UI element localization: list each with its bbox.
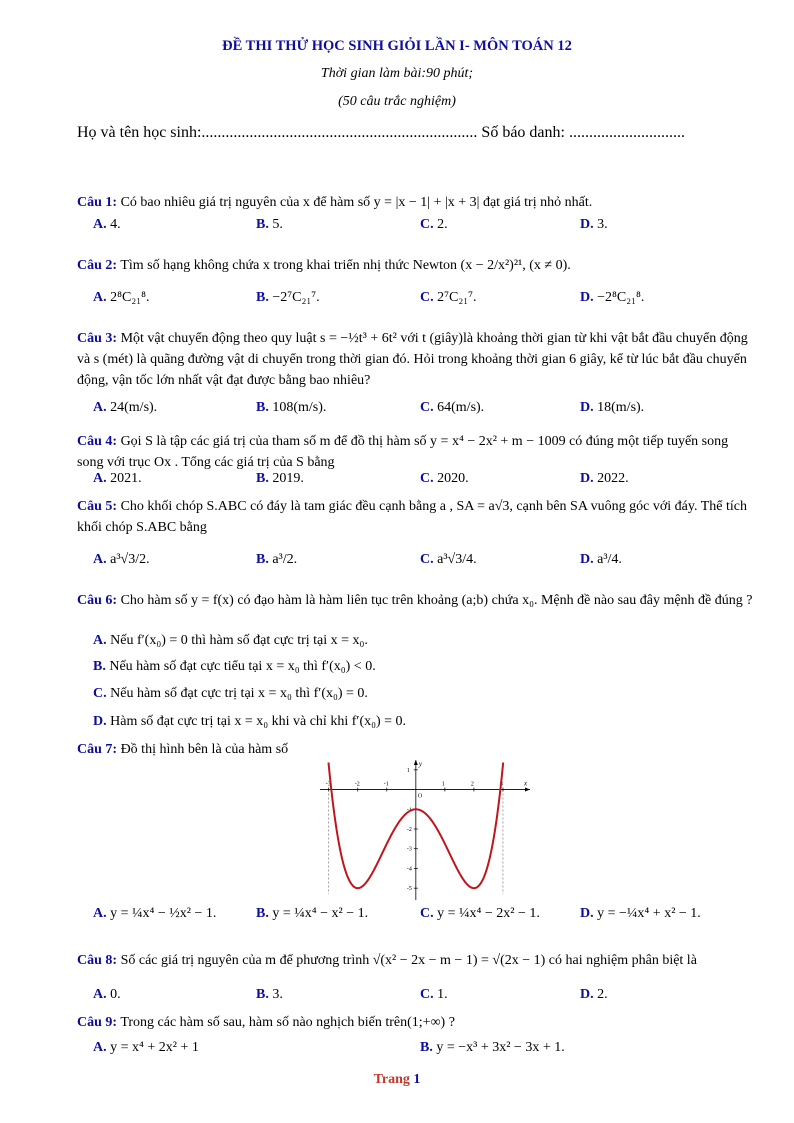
q3-option-a[interactable]: A. 24(m/s). xyxy=(93,400,158,415)
y-tick-label-4: -4 xyxy=(406,866,412,873)
q1-option-d[interactable]: D. 3. xyxy=(580,217,608,232)
x-tick-label-2: -1 xyxy=(383,781,389,788)
q6-option-a[interactable]: A. Nếu f′(x₀) = 0 thì hàm số đạt cực trị tại x = x₀. xyxy=(93,633,368,648)
question-2: Câu 2: Tìm số hạng không chứa x trong khai triển nhị thức Newton (x − 2/x²)²¹, (x ≠ 0). xyxy=(77,258,571,273)
q8-option-a[interactable]: A. 0. xyxy=(93,987,121,1002)
origin-label: O xyxy=(417,793,423,800)
q5-option-b[interactable]: B. a³/2. xyxy=(256,552,298,567)
x-tick-label-0: -3 xyxy=(325,781,331,788)
y-tick-label-2: -2 xyxy=(406,827,412,833)
q2-option-a[interactable]: A. 2⁸C₂₁⁸. xyxy=(93,290,150,305)
q1-option-a[interactable]: A. 4. xyxy=(93,217,121,232)
q6-option-b[interactable]: B. Nếu hàm số đạt cực tiểu tại x = x₀ thì f′(x₀) < 0. xyxy=(93,659,376,674)
function-graph xyxy=(320,758,532,900)
q9-option-a[interactable]: A. y = x⁴ + 2x² + 1 xyxy=(93,1040,199,1055)
question-7: Câu 7: Đồ thị hình bên là của hàm số xyxy=(77,742,289,757)
q7-option-b[interactable]: B. y = ¼x⁴ − x² − 1. xyxy=(256,906,369,921)
y-tick-label-0: 1 xyxy=(406,767,410,774)
question-5: Câu 5: Cho khối chóp S.ABC có đáy là tam giác đều cạnh bằng a , SA = a√3, cạnh bên SA vuông góc với đáy. Thể tích khối chóp S.ABC bằng xyxy=(77,499,747,535)
q3-option-b[interactable]: B. 108(m/s). xyxy=(256,400,327,415)
y-tick-label-5: -5 xyxy=(406,886,412,893)
y-tick-label-3: -3 xyxy=(406,846,412,853)
question-1: Câu 1: Có bao nhiêu giá trị nguyên của x để hàm số y = |x − 1| + |x + 3| đạt giá trị nhỏ nhất. xyxy=(77,195,593,210)
x-tick-label-1: -2 xyxy=(354,781,360,788)
q9-option-b[interactable]: B. y = −x³ + 3x² − 3x + 1. xyxy=(420,1040,565,1055)
exam-time: Thời gian làm bài:90 phút; xyxy=(320,66,474,81)
x-tick-label-4: 2 xyxy=(470,781,474,788)
exam-title: ĐỀ THI THỬ HỌC SINH GIỎI LẦN I- MÔN TOÁN 12 xyxy=(222,38,572,54)
x-tick-label-3: 1 xyxy=(441,781,445,788)
exam-count: (50 câu trắc nghiệm) xyxy=(338,94,456,109)
x-axis-label: x xyxy=(524,779,528,788)
q8-option-d[interactable]: D. 2. xyxy=(580,987,608,1002)
q3-option-c[interactable]: C. 64(m/s). xyxy=(420,400,485,415)
q4-option-c[interactable]: C. 2020. xyxy=(420,471,469,486)
q8-option-b[interactable]: B. 3. xyxy=(256,987,283,1002)
q4-option-d[interactable]: D. 2022. xyxy=(580,471,629,486)
q1-option-c[interactable]: C. 2. xyxy=(420,217,448,232)
q4-option-a[interactable]: A. 2021. xyxy=(93,471,142,486)
student-info-line: Họ và tên học sinh:..................................................................... Số báo danh: ............................. xyxy=(77,124,685,141)
q1-option-b[interactable]: B. 5. xyxy=(256,217,283,232)
q2-option-b[interactable]: B. −2⁷C₂₁⁷. xyxy=(256,290,320,305)
q5-option-d[interactable]: D. a³/4. xyxy=(580,552,622,567)
x-axis-arrow xyxy=(525,788,530,792)
question-9: Câu 9: Trong các hàm số sau, hàm số nào nghịch biến trên(1;+∞) ? xyxy=(77,1015,455,1030)
q7-option-c[interactable]: C. y = ¼x⁴ − 2x² − 1. xyxy=(420,906,540,921)
y-axis-label: y xyxy=(418,760,422,768)
q5-option-c[interactable]: C. a³√3/4. xyxy=(420,552,477,567)
q5-option-a[interactable]: A. a³√3/2. xyxy=(93,552,150,567)
q6-option-c[interactable]: C. Nếu hàm số đạt cực trị tại x = x₀ thì f′(x₀) = 0. xyxy=(93,686,368,701)
q2-option-c[interactable]: C. 2⁷C₂₁⁷. xyxy=(420,290,477,305)
y-tick-label-1: -1 xyxy=(406,807,412,814)
x-tick-label-5: 3 xyxy=(499,781,503,788)
q4-option-b[interactable]: B. 2019. xyxy=(256,471,304,486)
footer-word: Trang xyxy=(373,1072,410,1087)
q8-option-c[interactable]: C. 1. xyxy=(420,987,448,1002)
q7-option-a[interactable]: A. y = ¼x⁴ − ½x² − 1. xyxy=(93,906,217,921)
q3-option-d[interactable]: D. 18(m/s). xyxy=(580,400,645,415)
page-number: 1 xyxy=(413,1072,421,1087)
q7-option-d[interactable]: D. y = −¼x⁴ + x² − 1. xyxy=(580,906,701,921)
q2-option-d[interactable]: D. −2⁸C₂₁⁸. xyxy=(580,290,645,305)
question-6: Câu 6: Cho hàm số y = f(x) có đạo hàm là hàm liên tục trên khoảng (a;b) chứa x₀. Mệnh đề nào sau đây mệnh đề đúng ? xyxy=(77,593,753,608)
y-axis-arrow xyxy=(414,760,418,765)
q6-option-d[interactable]: D. Hàm số đạt cực trị tại x = x₀ khi và chỉ khi f′(x₀) = 0. xyxy=(93,714,407,729)
question-4: Câu 4: Gọi S là tập các giá trị của tham số m để đồ thị hàm số y = x⁴ − 2x² + m − 1009 có đúng một tiếp tuyến song song với trục Ox . Tổng các giá trị của S bằng xyxy=(77,434,729,470)
question-3: Câu 3: Một vật chuyển động theo quy luật s = −½t³ + 6t² với t (giây)là khoảng thời gian từ khi vật bắt đầu chuyển động và s (mét) là quãng đường vật di chuyển trong thời gian đó. Hỏi trong khoảng thời gian 6 giây, kể từ lúc bắt đầu chuyển động, vận tốc lớn nhất vật đạt được bằng bao nhiêu? xyxy=(77,331,748,388)
question-8: Câu 8: Số các giá trị nguyên của m để phương trình √(x² − 2x − m − 1) = √(2x − 1) có hai nghiệm phân biệt là xyxy=(77,953,697,968)
page-footer xyxy=(0,1072,794,1088)
